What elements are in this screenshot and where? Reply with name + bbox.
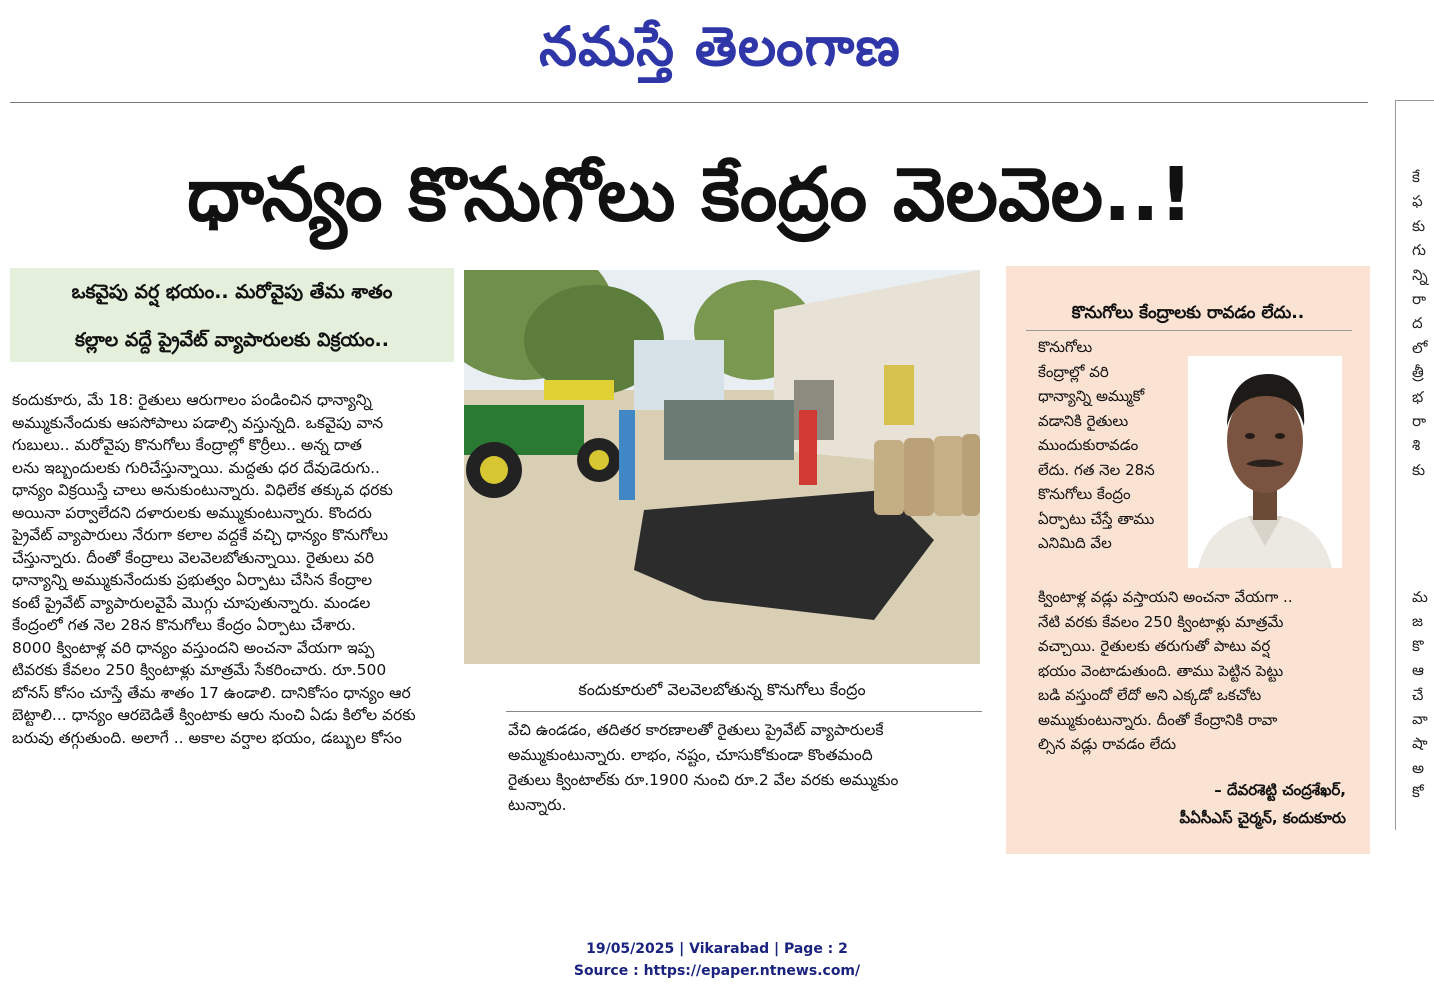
subhead-2: కల్లాల వద్దే ప్రైవేట్ వ్యాపారులకు విక్రయం.. (75, 329, 389, 351)
article-line: కంటే ప్రైవేట్ వ్యాపారులవైపే మొగ్గు చూపుతున్నారు. మండల (12, 593, 371, 612)
article-line: ధాన్యాన్ని అమ్ముకునేందుకు ప్రభుత్వం ఏర్పాటు చేసిన కేంద్రాల (12, 571, 373, 589)
fragment-line: కు (1412, 216, 1426, 235)
portrait-photo (1188, 356, 1342, 568)
sidebar-line: వడానికి రైతులు (1038, 411, 1129, 430)
fragment-line: రా (1412, 412, 1427, 431)
article-column-1 (12, 389, 480, 749)
article-line: టున్నారు. (508, 796, 567, 814)
sidebar-line: కొనుగోలు కేంద్రం (1038, 485, 1131, 503)
fragment-line: న్ని (1412, 265, 1428, 284)
fragment-line: కు (1412, 460, 1426, 479)
fragment-line: శి (1412, 436, 1421, 455)
sidebar-line: నేటి వరకు కేవలం 250 క్వింటాళ్లు మాత్రమే (1038, 612, 1284, 631)
sidebar-text-wide (1038, 585, 1348, 757)
sidebar-line: క్వింటాళ్ల వడ్లు వస్తాయని అంచనా వేయగా .. (1038, 588, 1293, 606)
article-line: గుబులు.. మరోవైపు కొనుగోలు కేంద్రాల్లో కొర్రీలు.. అన్న దాత (12, 436, 362, 454)
fragment-line: ఫ (1412, 192, 1423, 211)
article-line: లను ఇబ్బందులకు గురిచేస్తున్నాయి. మద్దతు ధర దేవుడెరుగు.. (12, 458, 380, 477)
sidebar-line: ల్సిన వడ్లు రావడం లేదు (1038, 735, 1177, 753)
article-line: కందుకూరు, మే 18: రైతులు ఆరుగాలం పండించిన ధాన్యాన్ని (12, 391, 372, 409)
fragment-line: కో (1412, 783, 1424, 802)
fragment-line: చే (1412, 685, 1424, 704)
sidebar-text-narrow (1038, 335, 1176, 556)
article-line: వేచి ఉండడం, తదితర కారణాలతో రైతులు ప్రైవేట్ వ్యాపారులకే (508, 721, 884, 739)
article-line: బెట్టాలి... ధాన్యం ఆరబెడితే క్వింటాకు ఆరు నుంచి ఏడు కిలోల వరకు (12, 706, 416, 724)
sidebar-line: బడి వస్తుందో లేదో అని ఎక్కడో ఒకచోట (1038, 686, 1262, 704)
article-line: కేంద్రంలో గత నెల 28న కొనుగోలు కేంద్రం ఏర్పాటు చేశారు. (12, 616, 356, 634)
headline: ధాన్యం కొనుగోలు కేంద్రం వెలవెల..! (186, 152, 1194, 238)
quote-attribution-title: పీఏసీఎస్ చైర్మన్, కందుకూరు (1179, 809, 1346, 827)
fragment-line: లో (1412, 338, 1428, 357)
quote-attribution-name: – దేవరశెట్టి చంద్రశేఖర్, (1214, 781, 1346, 799)
fragment-line: రా (1412, 290, 1427, 309)
sidebar-line: కొనుగోలు (1038, 338, 1093, 356)
adjacent-article-fragment (1412, 165, 1434, 482)
fragment-line: వా (1412, 710, 1428, 729)
fragment-line: షా (1412, 734, 1428, 753)
footer-date-edition: 19/05/2025 | Vikarabad | Page : 2 (586, 941, 848, 957)
masthead-divider (10, 102, 1368, 103)
sidebar-line: ఎనిమిది వేల (1038, 534, 1112, 552)
article-line: బరువు తగ్గుతుంది. అలాగే .. అకాల వర్షాల భయం, డబ్బుల కోసం (12, 728, 402, 747)
footer-source: Source : https://epaper.ntnews.com/ (573, 963, 861, 979)
subhead-1: ఒకవైపు వర్ష భయం.. మరోవైపు తేమ శాతం (71, 281, 393, 303)
sidebar-line: కేంద్రాల్లో వరి (1038, 362, 1109, 381)
fragment-line: ద (1412, 314, 1423, 333)
fragment-line: జ (1412, 612, 1423, 631)
fragment-line: కే (1412, 168, 1420, 186)
masthead-logo: నమస్తే తెలంగాణ (539, 15, 901, 78)
photo-caption: కందుకూరులో వెలవెలబోతున్న కొనుగోలు కేంద్రం (578, 680, 866, 699)
article-line: ప్రైవేట్ వ్యాపారులు నేరుగా కలాల వద్దకే వచ్చి ధాన్యం కొనుగోలు (12, 526, 389, 544)
article-line: బోనస్ కోసం చూస్తే తేమ శాతం 17 ఉండాలి. దానికోసం ధాన్యం ఆర (12, 683, 411, 702)
news-photo (464, 270, 980, 664)
sidebar-line: లేదు. గత నెల 28న (1038, 460, 1155, 479)
sidebar-line: భయం వెంటాడుతుంది. తాము పెట్టిన పెట్టు (1038, 661, 1284, 680)
article-line: ధాన్యం విక్రయిస్తే చాలు అనుకుంటున్నారు. విధిలేక తక్కువ ధరకు (12, 481, 393, 499)
article-line: చేస్తున్నారు. దీంతో కేంద్రాలు వెలవెలబోతున్నాయి. రైతులు వరి (12, 548, 375, 567)
sidebar-line: వచ్చాయి. రైతులకు తరుగుతో పాటు వర్ష (1038, 637, 1271, 655)
fragment-line: త్రీ (1412, 363, 1424, 382)
sidebar-line: ధాన్యాన్ని అమ్ముకో (1038, 387, 1145, 405)
sidebar-line: అమ్ముకుంటున్నారు. దీంతో కేంద్రానికి రావా (1038, 710, 1278, 729)
article-line: అమ్ముకునేందుకు ఆపసోపాలు పడాల్సి వస్తున్నది. ఒకవైపు వాన (12, 413, 384, 432)
sidebar-line: ఏర్పాటు చేస్తే తాము (1038, 509, 1155, 528)
article-line: 8000 క్వింటాళ్ల వరి ధాన్యం వస్తుందని అంచనా వేయగా ఇప్ప (12, 638, 375, 657)
fragment-line: ఆ (1412, 661, 1424, 680)
adjacent-article-fragment-2 (1412, 585, 1434, 805)
fragment-line: మ (1412, 588, 1428, 606)
sidebar-line: ముందుకురావడం (1038, 436, 1139, 454)
sidebar-divider (1026, 330, 1352, 331)
fragment-line: కొ (1412, 636, 1424, 655)
fragment-line: అ (1412, 758, 1425, 777)
column-divider-top (1395, 100, 1434, 101)
article-column-2 (508, 718, 982, 818)
article-line: టివరకు కేవలం 250 క్వింటాళ్లు మాత్రమే సేకరించారు. రూ.500 (12, 661, 387, 679)
sidebar-heading: కొనుగోలు కేంద్రాలకు రావడం లేదు.. (1071, 303, 1305, 323)
column-divider (1395, 100, 1396, 830)
article-line: అమ్ముకుంటున్నారు. లాభం, నష్టం, చూసుకోకుండా కొంతమంది (508, 746, 873, 764)
article-line: రైతులు క్వింటాల్‌కు రూ.1900 నుంచి రూ.2 వేల వరకు అమ్ముకుం (508, 771, 899, 789)
fragment-line: గు (1412, 241, 1426, 260)
caption-divider (506, 711, 982, 712)
article-line: అయినా పర్వాలేదని దళారులకు అమ్ముకుంటున్నారు. కొందరు (12, 503, 372, 522)
fragment-line: భ (1412, 387, 1424, 406)
